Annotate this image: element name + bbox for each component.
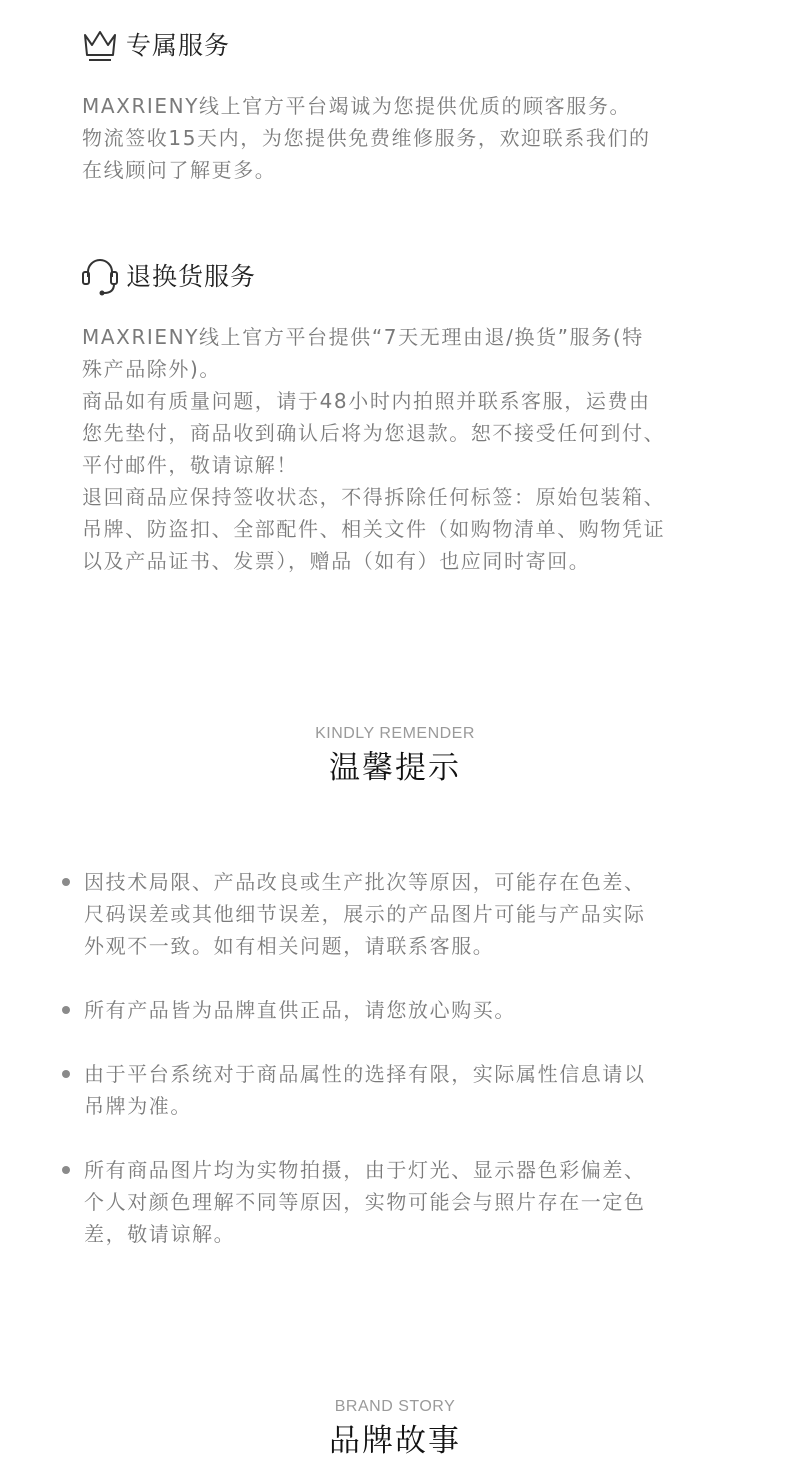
tip-text — [84, 994, 516, 1026]
exclusive-service-section — [82, 24, 714, 186]
tip-line: 所有产品皆为品牌直供正品，请您放心购买。 — [84, 998, 516, 1022]
brand-story-en: BRAND STORY — [334, 1398, 456, 1415]
bullet-dot — [62, 1166, 70, 1174]
tip-text — [84, 866, 646, 962]
return-service-line: 以及产品证书、发票），赠品（如有）也应同时寄回。 — [82, 549, 591, 573]
crown-icon — [82, 26, 118, 62]
bullet-dot — [62, 1006, 70, 1014]
return-service-line: 您先垫付，商品收到确认后将为您退款。恕不接受任何到付、 — [82, 421, 666, 445]
tip-line: 吊牌为准。 — [84, 1094, 192, 1118]
exclusive-service-line: 在线顾问了解更多。 — [82, 158, 277, 182]
tip-text — [84, 1058, 646, 1122]
kindly-reminder-title: 温馨提示 — [329, 750, 461, 786]
tip-line: 由于平台系统对于商品属性的选择有限，实际属性信息请以 — [84, 1062, 646, 1086]
tip-line: 因技术局限、产品改良或生产批次等原因，可能存在色差、 — [84, 870, 646, 894]
brand-story-heading — [0, 1397, 790, 1463]
list-item — [62, 1058, 714, 1122]
return-service-title: 退换货服务 — [126, 262, 257, 291]
return-service-line: 殊产品除外)。 — [82, 357, 222, 381]
tip-text — [84, 1154, 646, 1250]
brand-story-title: 品牌故事 — [329, 1423, 461, 1459]
tip-line: 个人对颜色理解不同等原因，实物可能会与照片存在一定色 — [84, 1190, 646, 1214]
tip-line: 尺码误差或其他细节误差，展示的产品图片可能与产品实际 — [84, 902, 646, 926]
list-item — [62, 866, 714, 962]
list-item — [62, 1154, 714, 1250]
exclusive-service-line: MAXRIENY线上官方平台竭诚为您提供优质的顾客服务。 — [82, 94, 632, 118]
bullet-dot — [62, 878, 70, 886]
exclusive-service-title: 专属服务 — [126, 31, 231, 60]
return-service-section — [82, 255, 714, 577]
exclusive-service-header — [82, 24, 714, 64]
tip-line: 差，敬请谅解。 — [84, 1222, 236, 1246]
exclusive-service-line: 物流签收15天内，为您提供免费维修服务，欢迎联系我们的 — [82, 126, 651, 150]
tips-list — [62, 866, 714, 1282]
return-service-line: 退回商品应保持签收状态，不得拆除任何标签：原始包装箱、 — [82, 485, 666, 509]
kindly-reminder-en: KINDLY REMENDER — [315, 725, 475, 742]
list-item — [62, 994, 714, 1026]
return-service-line: 平付邮件，敬请谅解！ — [82, 453, 298, 477]
tip-line: 所有商品图片均为实物拍摄，由于灯光、显示器色彩偏差、 — [84, 1158, 646, 1182]
tip-line: 外观不一致。如有相关问题，请联系客服。 — [84, 934, 495, 958]
return-service-line: MAXRIENY线上官方平台提供“7天无理由退/换货”服务(特 — [82, 325, 644, 349]
return-service-line: 吊牌、防盗扣、全部配件、相关文件（如购物清单、购物凭证 — [82, 517, 666, 541]
return-service-header — [82, 255, 714, 295]
return-service-line: 商品如有质量问题，请于48小时内拍照并联系客服，运费由 — [82, 389, 651, 413]
kindly-reminder-heading — [0, 724, 790, 790]
bullet-dot — [62, 1070, 70, 1078]
headset-icon — [82, 257, 118, 293]
